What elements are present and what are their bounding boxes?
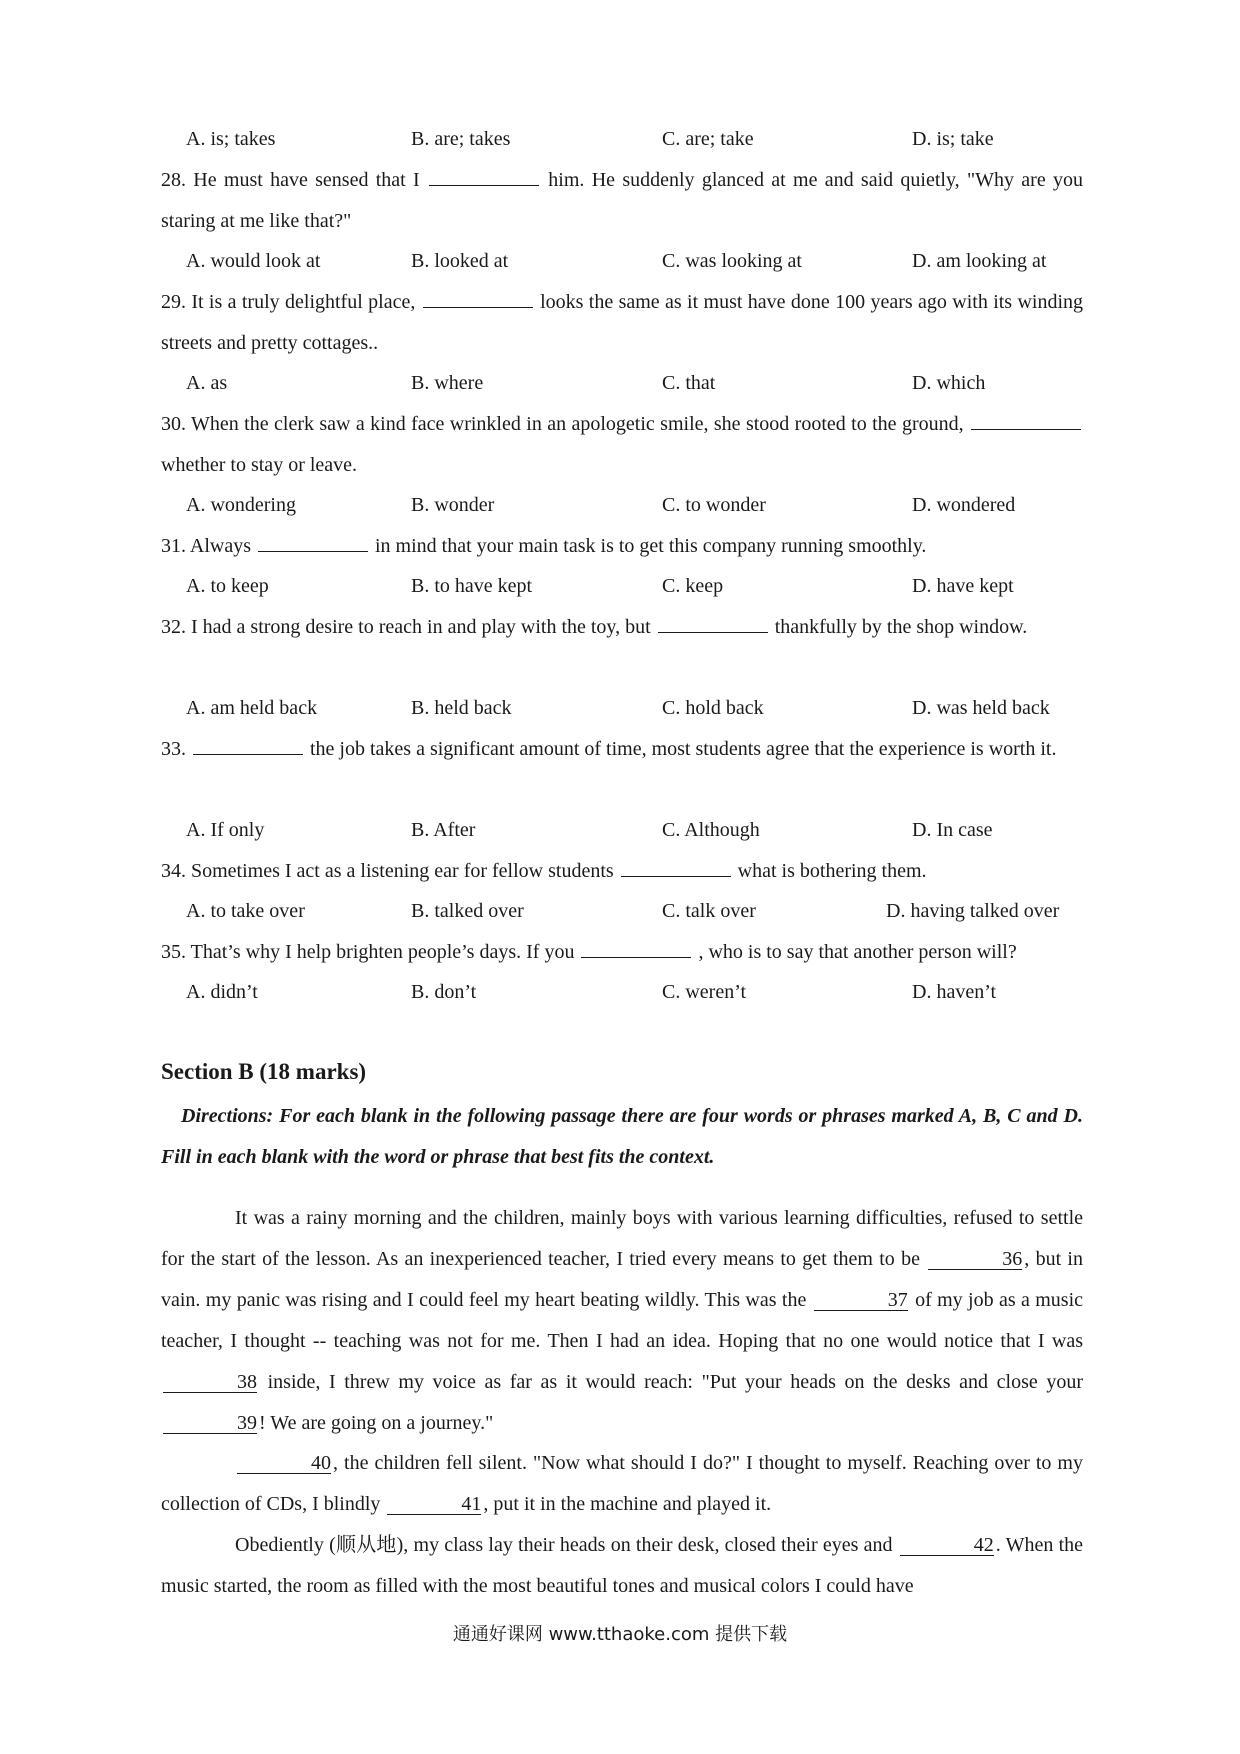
- option-c: C. that: [662, 372, 716, 394]
- question-text: 29. It is a truly delightful place,: [161, 291, 416, 313]
- question-31: [161, 526, 1083, 567]
- option-b: B. looked at: [411, 250, 509, 272]
- question-text: 32. I had a strong desire to reach in and play with the toy, but: [161, 616, 651, 638]
- option-d: D. having talked over: [886, 900, 1060, 922]
- passage-text: inside, I threw my voice as far as it would reach: "Put your heads on the desks and close your: [267, 1371, 1083, 1393]
- option-a: A. wondering: [186, 494, 296, 516]
- blank-38: 38: [163, 1372, 257, 1393]
- question-33: [161, 729, 1083, 770]
- option-a: A. would look at: [186, 250, 321, 272]
- q28-options: [186, 243, 1086, 279]
- answer-blank: [258, 533, 368, 552]
- blank-36: 36: [928, 1249, 1022, 1270]
- question-30: [161, 404, 1083, 486]
- option-a: A. as: [186, 372, 228, 394]
- section-b-title: Section B (18 marks): [161, 1059, 367, 1084]
- question-28: [161, 160, 1083, 242]
- option-a: A. to take over: [186, 900, 305, 922]
- question-text: 30. When the clerk saw a kind face wrinkled in an apologetic smile, she stood rooted to the ground,: [161, 413, 964, 435]
- option-c: C. keep: [662, 575, 724, 597]
- question-text: , who is to say that another person will?: [698, 941, 1017, 963]
- q30-options: [186, 487, 1086, 523]
- answer-blank: [429, 167, 539, 186]
- option-b: B. don’t: [411, 981, 477, 1003]
- q33-options: [186, 812, 1086, 848]
- option-b: B. talked over: [411, 900, 524, 922]
- option-b: B. After: [411, 819, 476, 841]
- blank-37: 37: [814, 1290, 908, 1311]
- question-text: him. He suddenly glanced at me and said quietly, "Why are you staring at me like that?": [161, 169, 1084, 232]
- question-text: what is bothering them.: [737, 860, 927, 882]
- question-text: 28. He must have sensed that I: [161, 169, 420, 191]
- option-c: C. weren’t: [662, 981, 747, 1003]
- question-text: whether to stay or leave.: [161, 454, 358, 476]
- passage-text: ! We are going on a journey.": [259, 1412, 494, 1434]
- passage-text: , the children fell silent. "Now what should I do?" I thought to myself. Reaching over to my collection of CDs, I blindly: [161, 1452, 1083, 1515]
- blank-40: 40: [237, 1453, 331, 1474]
- blank-42: 42: [900, 1535, 994, 1556]
- option-c: C. Although: [662, 819, 760, 841]
- answer-blank: [193, 736, 303, 755]
- option-d: D. haven’t: [912, 981, 997, 1003]
- option-d: D. was held back: [912, 697, 1050, 719]
- answer-blank: [581, 939, 691, 958]
- question-32: [161, 607, 1083, 648]
- option-d: D. have kept: [912, 575, 1014, 597]
- passage-text: of my job as a music teacher, I thought -- teaching was not for me. Then I had an idea. Hoping that no one would notice that I was: [161, 1289, 1084, 1352]
- q32-options: [186, 690, 1086, 726]
- option-a: A. is; takes: [186, 128, 276, 150]
- blank-39: 39: [163, 1413, 257, 1434]
- question-29: [161, 282, 1083, 364]
- passage-text: It was a rainy morning and the children, mainly boys with various learning difficulties, refused to settle for the start of the lesson. As an inexperienced teacher, I tried every means to get them to be: [161, 1207, 1083, 1270]
- option-d: D. am looking at: [912, 250, 1047, 272]
- option-c: C. are; take: [662, 128, 754, 150]
- question-text: looks the same as it must have done 100 years ago with its winding streets and pretty cottages..: [161, 291, 1084, 354]
- question-text: in mind that your main task is to get this company running smoothly.: [375, 535, 927, 557]
- answer-blank: [621, 858, 731, 877]
- passage-paragraph-1: [161, 1198, 1083, 1444]
- option-c: C. hold back: [662, 697, 764, 719]
- passage-text: , put it in the machine and played it.: [483, 1493, 772, 1515]
- question-35: [161, 932, 1083, 973]
- passage-text: . When the music started, the room as filled with the most beautiful tones and musical colors I could have: [161, 1534, 1084, 1597]
- passage-paragraph-2: [161, 1443, 1083, 1525]
- option-a: A. didn’t: [186, 981, 258, 1003]
- question-text: thankfully by the shop window.: [774, 616, 1028, 638]
- q34-options: [186, 893, 1086, 929]
- q31-options: [186, 568, 1086, 604]
- option-a: A. to keep: [186, 575, 269, 597]
- answer-blank: [971, 411, 1081, 430]
- option-d: D. In case: [912, 819, 993, 841]
- option-c: C. talk over: [662, 900, 756, 922]
- q35-options: [186, 974, 1086, 1010]
- option-a: A. am held back: [186, 697, 318, 719]
- question-text: 35. That’s why I help brighten people’s days. If you: [161, 941, 575, 963]
- question-text: 31. Always: [161, 535, 251, 557]
- option-b: B. wonder: [411, 494, 495, 516]
- option-c: C. to wonder: [662, 494, 766, 516]
- question-text: 33.: [161, 738, 186, 760]
- option-d: D. which: [912, 372, 986, 394]
- q27-options: [186, 121, 1086, 157]
- section-b-directions: Directions: For each blank in the following passage there are four words or phrases marked A, B, C and D. Fill in each blank with the word or phrase that best fits the context.: [161, 1105, 1083, 1168]
- question-text: the job takes a significant amount of time, most students agree that the experience is worth it.: [310, 738, 1057, 760]
- q29-options: [186, 365, 1086, 401]
- answer-blank: [658, 614, 768, 633]
- blank-41: 41: [387, 1494, 481, 1515]
- question-34: [161, 851, 1083, 892]
- option-b: B. to have kept: [411, 575, 533, 597]
- passage-text: , but in vain. my panic was rising and I could feel my heart beating wildly. This was the: [161, 1248, 1083, 1311]
- question-text: 34. Sometimes I act as a listening ear for fellow students: [161, 860, 614, 882]
- option-d: D. is; take: [912, 128, 994, 150]
- answer-blank: [423, 289, 533, 308]
- option-b: B. are; takes: [411, 128, 511, 150]
- passage-text: Obediently (顺从地), my class lay their heads on their desk, closed their eyes and: [235, 1534, 893, 1556]
- option-d: D. wondered: [912, 494, 1016, 516]
- option-c: C. was looking at: [662, 250, 802, 272]
- option-b: B. held back: [411, 697, 512, 719]
- page-footer: 通通好课网 www.tthaoke.com 提供下载: [452, 1624, 788, 1645]
- option-a: A. If only: [186, 819, 265, 841]
- passage-paragraph-3: [161, 1525, 1083, 1607]
- option-b: B. where: [411, 372, 484, 394]
